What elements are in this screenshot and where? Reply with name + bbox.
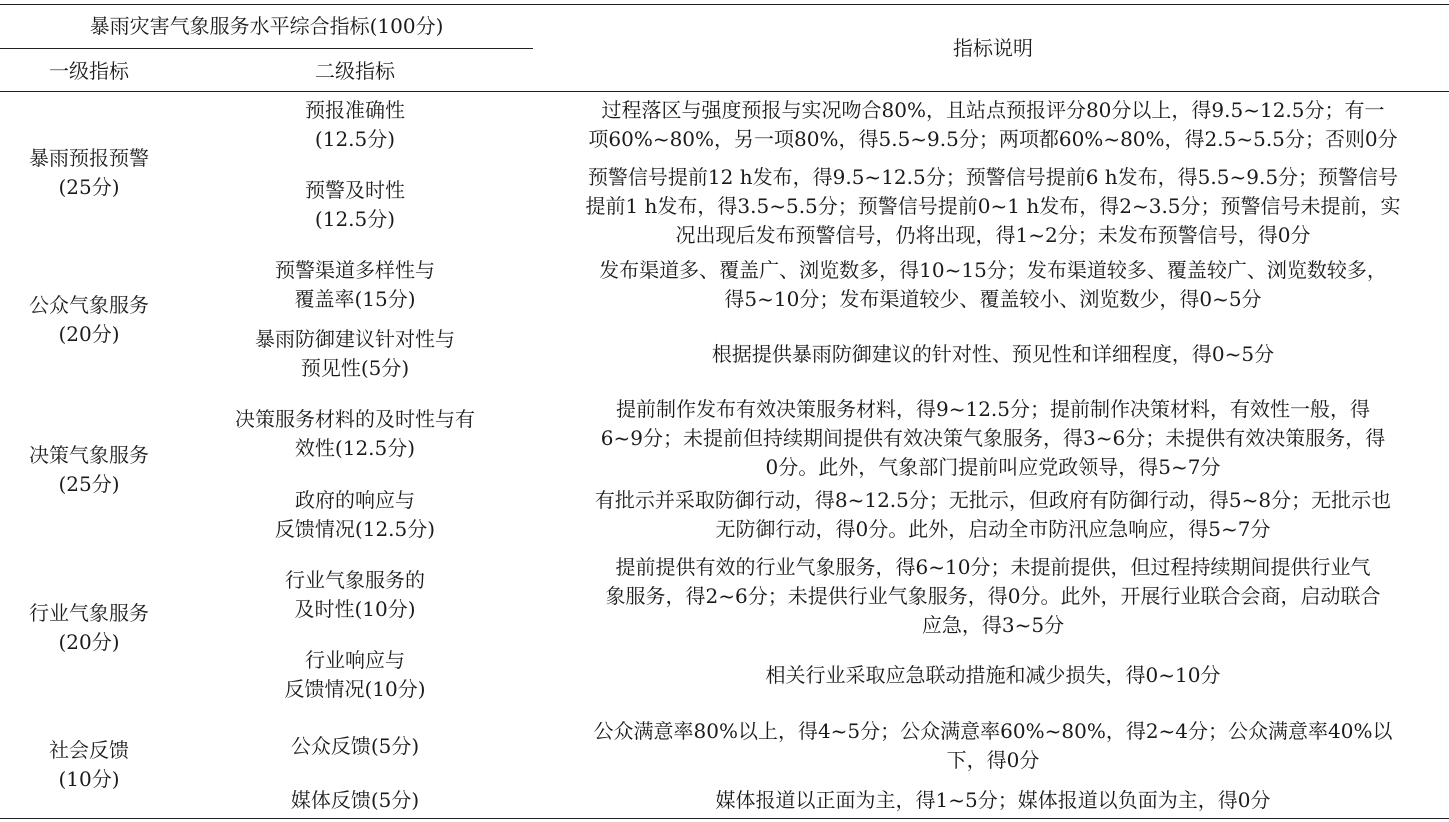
level1-name: 行业气象服务	[29, 601, 149, 625]
level2-score: 反馈情况(10分)	[284, 677, 426, 701]
description-line: 预警信号提前12 h发布，得9.5~12.5分；预警信号提前6 h发布，得5.5~9.5分；预警信号	[587, 165, 1399, 189]
level2-score: 预见性(5分)	[300, 356, 410, 380]
level1-indicator	[0, 441, 178, 499]
level2-name: 决策服务材料的及时性与有	[235, 407, 475, 431]
level2-name: 行业气象服务的	[285, 568, 425, 592]
level2-indicator	[200, 176, 510, 234]
indicator-description	[540, 96, 1446, 154]
description-line: 提前制作发布有效决策服务材料，得9~12.5分；提前制作决策材料，有效性一般，得	[615, 397, 1370, 421]
indicator-description	[540, 717, 1446, 775]
level2-indicator	[200, 732, 510, 761]
description-line: 应急，得3~5分	[921, 613, 1065, 637]
level1-name: 暴雨预报预警	[29, 146, 149, 170]
header-group-title: 暴雨灾害气象服务水平综合指标(100分)	[89, 14, 444, 38]
indicator-description	[540, 163, 1446, 250]
level1-score: (20分)	[58, 630, 120, 654]
table-bottom-rule	[0, 818, 1449, 819]
description-line: 6~9分；未提前但持续期间提供有效决策气象服务，得3~6分；未提供有效决策服务，得	[600, 426, 1386, 450]
indicator-description	[540, 340, 1446, 369]
indicator-description	[540, 553, 1446, 640]
description-line: 相关行业采取应急联动措施和减少损失，得0~10分	[765, 663, 1221, 687]
header-level2: 二级指标	[315, 59, 395, 83]
indicator-description	[540, 661, 1446, 690]
indicator-description	[540, 786, 1446, 815]
description-line: 提前1 h发布，得3.5~5.5分；预警信号提前0~1 h发布，得2~3.5分；预警信号未提前，实	[585, 194, 1401, 218]
level2-score: 反馈情况(12.5分)	[274, 517, 436, 541]
header-bottom-rule	[0, 91, 1449, 92]
level2-indicator	[200, 786, 510, 815]
level2-name: 媒体反馈(5分)	[290, 788, 420, 812]
description-line: 有批示并采取防御行动，得8~12.5分；无批示，但政府有防御行动，得5~8分；无批示也	[594, 488, 1392, 512]
level1-score: (25分)	[58, 472, 120, 496]
description-line: 根据提供暴雨防御建议的针对性、预见性和详细程度，得0~5分	[711, 342, 1275, 366]
level2-indicator	[200, 405, 510, 463]
level2-indicator	[200, 96, 510, 154]
description-line: 公众满意率80%以上，得4~5分；公众满意率60%~80%，得2~4分；公众满意率40%以	[593, 719, 1393, 743]
description-line: 发布渠道多、覆盖广、浏览数多，得10~15分；发布渠道较多、覆盖较广、浏览数较多，	[599, 258, 1387, 282]
level2-name: 公众反馈(5分)	[290, 734, 420, 758]
level2-name: 政府的响应与	[295, 488, 415, 512]
level1-indicator	[0, 291, 178, 349]
level2-indicator	[200, 566, 510, 624]
level1-name: 公众气象服务	[29, 293, 149, 317]
description-line: 过程落区与强度预报与实况吻合80%，且站点预报评分80分以上，得9.5~12.5分；有一	[601, 98, 1385, 122]
table-top-rule	[0, 4, 1449, 5]
level2-score: 覆盖率(15分)	[294, 287, 416, 311]
level2-name: 行业响应与	[305, 648, 405, 672]
level1-name: 决策气象服务	[29, 443, 149, 467]
level2-name: 预警及时性	[305, 178, 405, 202]
header-group-rule	[0, 48, 533, 49]
level1-score: (25分)	[58, 175, 120, 199]
description-line: 媒体报道以正面为主，得1~5分；媒体报道以负面为主，得0分	[715, 788, 1271, 812]
description-line: 项60%~80%，另一项80%，得5.5~9.5分；两项都60%~80%，得2.5~5.5分；否则0分	[588, 127, 1398, 151]
description-line: 况出现后发布预警信号，仍将出现，得1~2分；未发布预警信号，得0分	[675, 223, 1311, 247]
level2-name: 预警渠道多样性与	[275, 258, 435, 282]
level2-score: (12.5分)	[314, 207, 396, 231]
indicator-description	[540, 486, 1446, 544]
level1-indicator	[0, 599, 178, 657]
description-line: 下，得0分	[946, 748, 1040, 772]
level1-score: (20分)	[58, 322, 120, 346]
description-line: 无防御行动，得0分。此外，启动全市防汛应急响应，得5~7分	[715, 517, 1271, 541]
header-level1: 一级指标	[49, 59, 129, 83]
level2-indicator	[200, 646, 510, 704]
description-line: 得5~10分；发布渠道较少、覆盖较小、浏览数少，得0~5分	[724, 287, 1262, 311]
level2-name: 暴雨防御建议针对性与	[255, 327, 455, 351]
level2-score: 及时性(10分)	[294, 597, 416, 621]
description-line: 象服务，得2~6分；未提供行业气象服务，得0分。此外，开展行业联合会商，启动联合	[605, 584, 1381, 608]
header-description: 指标说明	[953, 36, 1033, 60]
description-line: 提前提供有效的行业气象服务，得6~10分；未提前提供，但过程持续期间提供行业气	[615, 555, 1371, 579]
level1-name: 社会反馈	[49, 738, 129, 762]
description-line: 0分。此外，气象部门提前叫应党政领导，得5~7分	[765, 455, 1221, 479]
level2-indicator	[200, 325, 510, 383]
level1-score: (10分)	[58, 767, 120, 791]
level2-score: 效性(12.5分)	[294, 436, 416, 460]
level2-indicator	[200, 256, 510, 314]
level1-indicator	[0, 736, 178, 794]
level1-indicator	[0, 144, 178, 202]
indicator-description	[540, 395, 1446, 482]
indicator-description	[540, 256, 1446, 314]
level2-score: (12.5分)	[314, 127, 396, 151]
level2-indicator	[200, 486, 510, 544]
level2-name: 预报准确性	[305, 98, 405, 122]
